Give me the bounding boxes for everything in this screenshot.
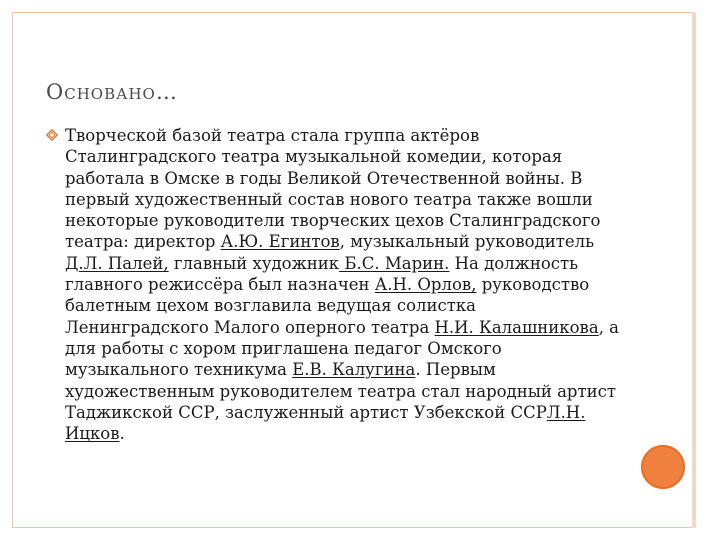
paragraph-text: . Первым художественным руководителем театра стал народный артист Таджикской ССР, заслуженный артист Узбекской ССР: [65, 360, 616, 422]
link-itskov[interactable]: Л.Н. Ицков: [65, 402, 586, 444]
paragraph-text: На должность главного режиссёра был назначен: [65, 253, 579, 295]
paragraph-text: , музыкальный руководитель: [339, 232, 595, 252]
paragraph-text: , а для работы с хором приглашена педагог Омского музыкального техникума: [65, 317, 620, 380]
link-kalugina[interactable]: Е.В. Калугина: [292, 360, 416, 380]
paragraph-text: руководство балетным цехом возглавила ведущая солистка Ленинградского Малого оперного театра: [65, 275, 590, 337]
link-paley[interactable]: Д.Л. Палей,: [65, 253, 169, 273]
paragraph-text: главный художник: [168, 253, 340, 273]
decorative-circle: [641, 445, 685, 489]
diamond-outline-icon: [46, 129, 58, 141]
right-edge-rule: [692, 12, 696, 528]
paragraph-text: Творческой базой театра стала группа актёров Сталинградского театра музыкальной комедии, которая работала в Омске в годы Великой Отечественной войны. В первый художественный состав нового театра также вошли некоторые руководители творческих цехов Сталинградского театра: директор: [65, 126, 601, 252]
slide-title: Основано…: [46, 80, 178, 104]
link-eginton[interactable]: А.Ю. Егинтов: [220, 232, 340, 252]
slide-body-paragraph: [65, 125, 625, 444]
link-kalashnikova[interactable]: Н.И. Калашникова: [434, 317, 599, 337]
link-orlov[interactable]: А.Н. Орлов,: [374, 275, 477, 295]
link-marin[interactable]: Б.С. Марин.: [339, 253, 450, 273]
paragraph-text: .: [119, 424, 125, 444]
